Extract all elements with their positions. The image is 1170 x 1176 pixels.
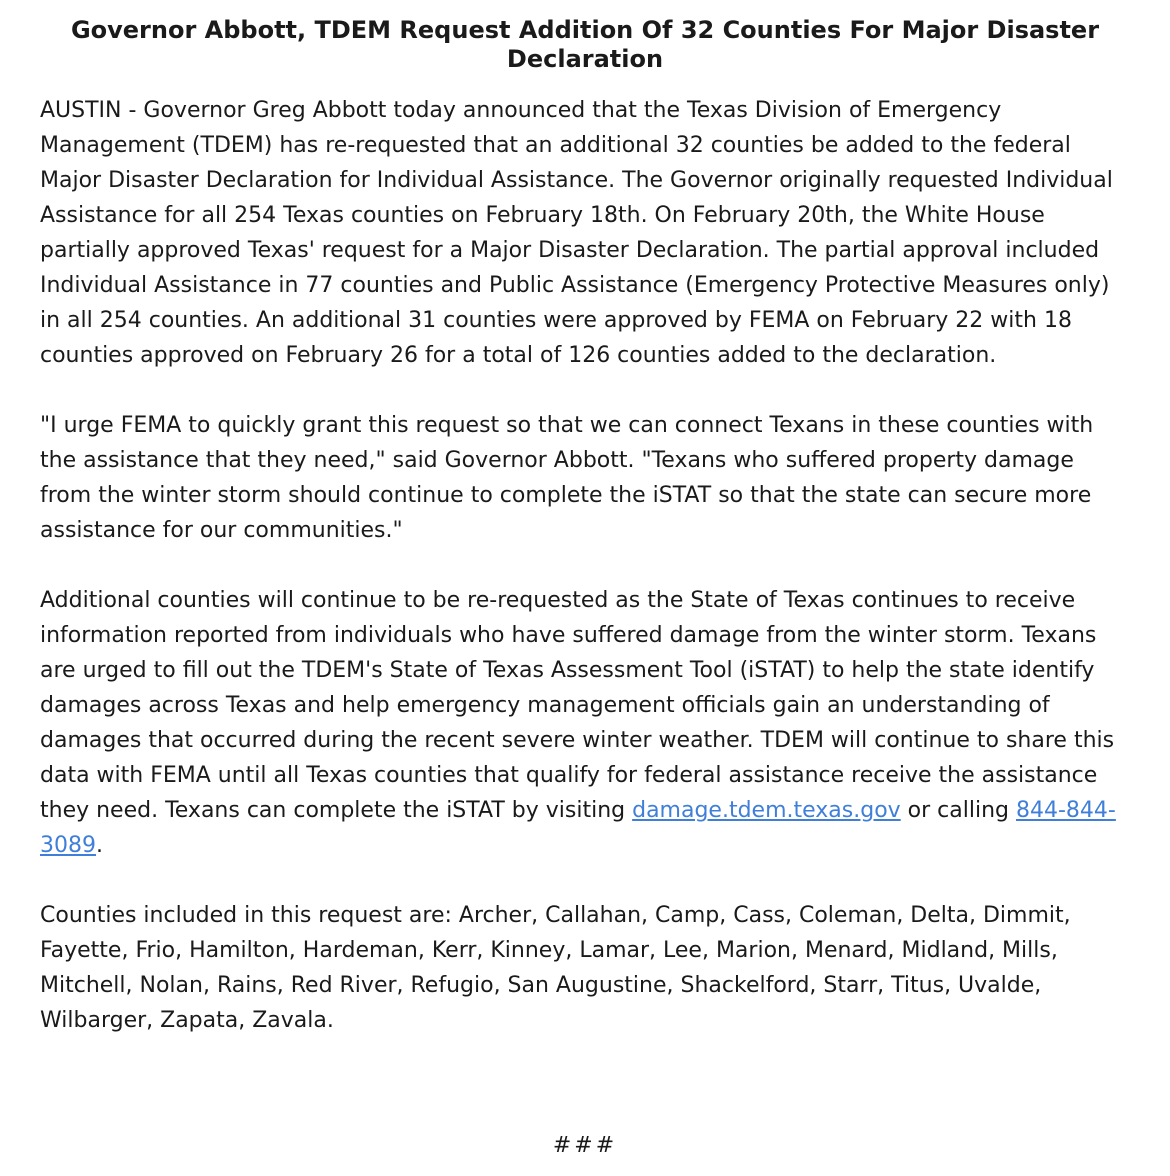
paragraph-istat-info <box>40 583 1130 863</box>
paragraph-governor-quote: "I urge FEMA to quickly grant this request so that we can connect Texans in these counties with the assistance that they need," said Governor Abbott. "Texans who suffered property damage from the winter storm should continue to complete the iSTAT so that the state can secure more assistance for our communities." <box>40 413 1094 543</box>
istat-info-period: . <box>96 833 103 858</box>
istat-info-text: Additional counties will continue to be re-requested as the State of Texas continues to receive information reported from individuals who have suffered damage from the winter storm. Texans are urged to fill out the TDEM's State of Texas Assessment Tool (iSTAT) to help the state identify damages across Texas and help emergency management officials gain an understanding of damages that occurred during the recent severe winter weather. TDEM will continue to share this data with FEMA until all Texas counties that qualify for federal assistance receive the assistance they need. Texans can complete the iSTAT by visiting <box>40 588 1115 823</box>
istat-info-connector: or calling <box>900 798 1016 823</box>
paragraph-counties-list: Counties included in this request are: Archer, Callahan, Camp, Cass, Coleman, Delta, Dimmit, Fayette, Frio, Hamilton, Hardeman, Kerr, Kinney, Lamar, Lee, Marion, Menard, Midland, Mills, Mitchell, Nolan, Rains, Red River, Refugio, San Augustine, Shackelford, Starr, Titus, Uvalde, Wilbarger, Zapata, Zavala. <box>40 903 1071 1033</box>
phone-number-link[interactable]: 844-844-3089 <box>40 798 1116 858</box>
damage-website-link[interactable]: damage.tdem.texas.gov <box>632 798 901 823</box>
press-release-body <box>40 93 1130 1073</box>
end-of-release-mark: ### <box>552 1133 618 1158</box>
press-release-title: Governor Abbott, TDEM Request Addition Of 32 Counties For Major Disaster Declaration <box>70 16 1100 73</box>
paragraph-announcement: AUSTIN - Governor Greg Abbott today announced that the Texas Division of Emergency Management (TDEM) has re-requested that an additional 32 counties be added to the federal Major Disaster Declaration for Individual Assistance. The Governor originally requested Individual Assistance for all 254 Texas counties on February 18th. On February 20th, the White House partially approved Texas' request for a Major Disaster Declaration. The partial approval included Individual Assistance in 77 counties and Public Assistance (Emergency Protective Measures only) in all 254 counties. An additional 31 counties were approved by FEMA on February 22 with 18 counties approved on February 26 for a total of 126 counties added to the declaration. <box>40 98 1113 368</box>
